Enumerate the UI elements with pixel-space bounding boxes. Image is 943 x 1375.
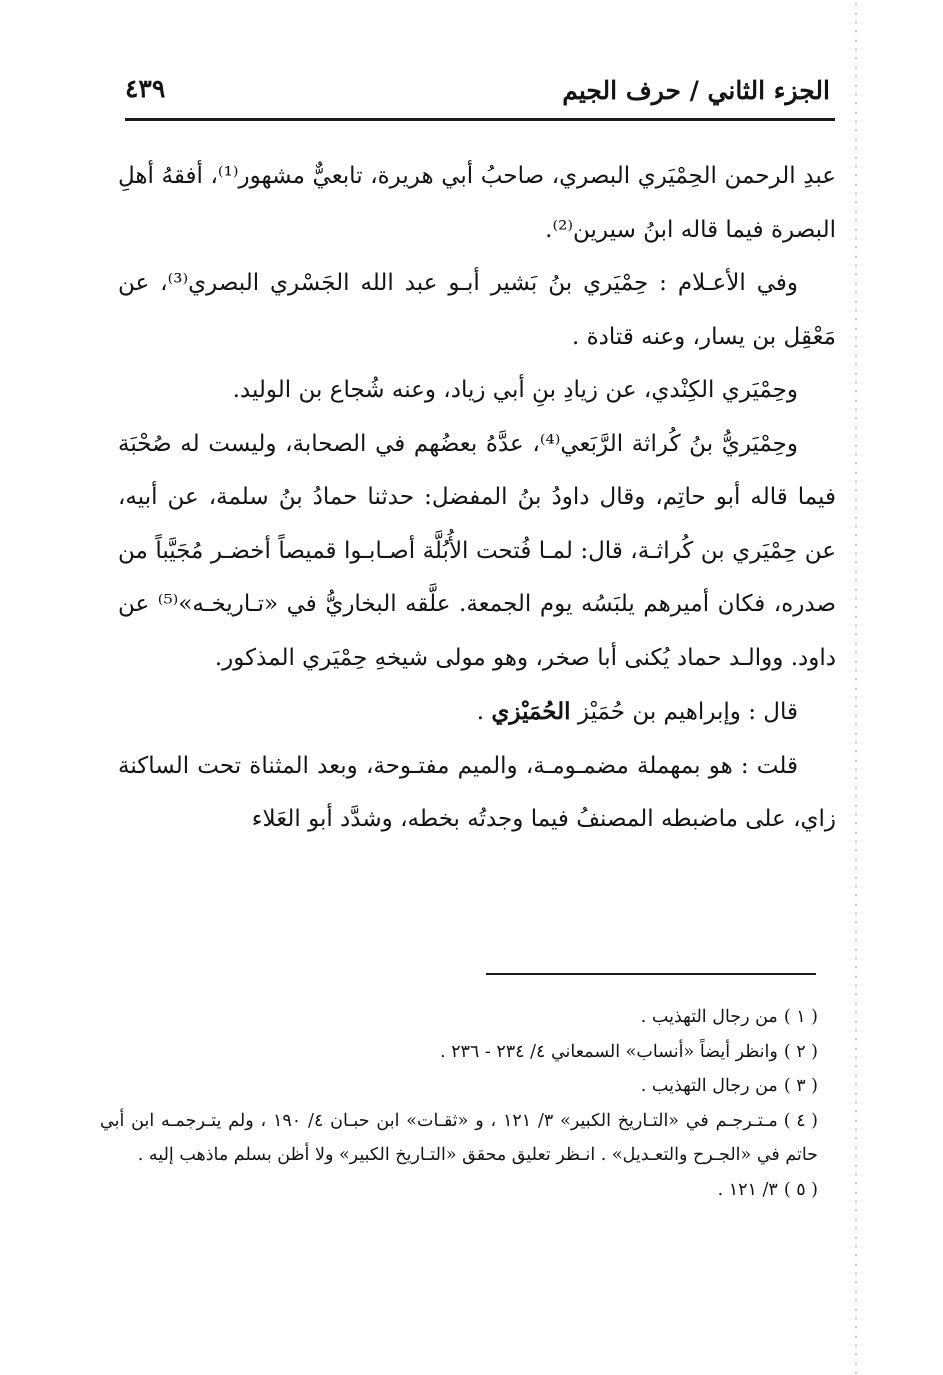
main-text xyxy=(118,150,836,847)
paragraph-5: قلت : هو بمهملة مضمـومـة، والميم مفتـوحة، وبعد المثناة تحت الساكنة زاي، على ماضبطه المصنفُ فيما وجدتُه بخطه، وشدَّد أبو العَلاء xyxy=(118,752,836,832)
paragraph-4: وحِمْيَريُّ بنُ كُراثة الرَّبَعي⁽⁴⁾، عدَّهُ بعضُهم في الصحابة، وليست له صُحْبَة فيما قاله أبو حاتِم، وقال داودُ بنُ المفضل: حدثنا حمادُ بنُ سلمة، عن أبيه، عن حِمْيَري بن كُراثـة، قال: لمـا فُتحت الأُبُلَّة أصـابـوا قميصاً أخضـر مُجَيَّباً من صدره، فكان أميرهم يلبَسُه يوم الجمعة. علَّقه البخاريُّ في «تـاريخـه»⁽⁵⁾ عن داود. ووالـد حماد يُكنى أبا صخر، وهو مولى شيخهِ حِمْيَري المذكور. xyxy=(118,430,836,671)
quote-prefix: قال : وإبراهيم بن حُمَيْز xyxy=(570,699,798,725)
footnote-number: ( ٤ ) xyxy=(783,1110,818,1131)
paragraph-3: وحِمْيَري الكِنْدي، عن زيادِ بنِ أبي زياد، وعنه شُجاع بن الوليد. xyxy=(232,377,798,403)
footnote-text: وانظر أيضاً «أنساب» السمعاني ٤/ ٢٣٤ - ٢٣٦ . xyxy=(439,1041,778,1062)
header-rule xyxy=(125,118,835,121)
footnote-3 xyxy=(100,1069,818,1104)
paragraph-2: وفي الأعـلام : حِمْيَري بنُ بَشير أبـو عبد الله الجَسْري البصري⁽³⁾، عن مَعْقِل بن يسار، وعنه قتادة . xyxy=(118,270,836,350)
footnote-5 xyxy=(100,1173,818,1208)
footnote-number: ( ٥ ) xyxy=(783,1179,818,1200)
page-number: ٤٣٩ xyxy=(125,74,166,103)
paragraph-1: عبدِ الرحمن الحِمْيَري البصري، صاحبُ أبي هريرة، تابعيٌّ مشهور⁽¹⁾، أفقهُ أهلِ البصرة فيما قاله ابنُ سيرين⁽²⁾. xyxy=(118,163,836,243)
footnote-1 xyxy=(100,1000,818,1035)
quote-name: الحُمَيْزي xyxy=(491,698,571,725)
footnote-number: ( ٢ ) xyxy=(783,1041,818,1062)
footnote-number: ( ١ ) xyxy=(783,1007,818,1027)
page-header xyxy=(125,70,830,114)
footnotes xyxy=(100,1000,818,1207)
footnote-rule xyxy=(486,973,816,975)
footnote-text: مـتـرجـم في «التـاريخ الكبير» ٣/ ١٢١ ، و «ثقـات» ابن حبـان ٤/ ١٩٠ ، ولم يتـرجمـه ابن أبي حاتم في «الجـرح والتعـديل» . انـظر تعليق محقق «التـاريخ الكبير» ولا أظن بسلم ماذهب إليه . xyxy=(100,1110,818,1165)
scan-edge-marks xyxy=(855,0,857,1375)
footnote-text: من رجال التهذيب . xyxy=(640,1007,778,1027)
footnote-number: ( ٣ ) xyxy=(783,1076,818,1096)
quote-suffix: . xyxy=(476,699,492,725)
footnote-2 xyxy=(100,1035,818,1070)
footnote-text: ٣/ ١٢١ . xyxy=(717,1179,778,1200)
footnote-text: من رجال التهذيب . xyxy=(640,1076,778,1096)
running-head: الجزء الثاني / حرف الجيم xyxy=(562,76,830,105)
quote-line xyxy=(118,685,836,740)
footnote-4 xyxy=(100,1104,818,1173)
